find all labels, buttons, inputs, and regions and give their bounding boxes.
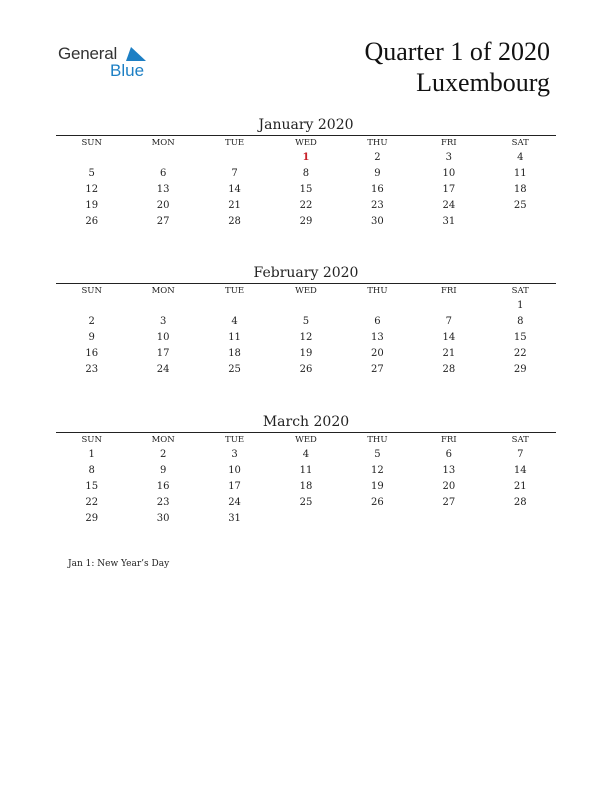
day-cell: 4 — [231, 316, 238, 328]
day-cell: 17 — [228, 480, 241, 492]
day-cell: 17 — [442, 183, 456, 195]
day-cell: 9 — [159, 465, 167, 477]
weekday-header-row — [56, 136, 556, 150]
day-cell: 27 — [156, 215, 170, 227]
empty-day-cell — [199, 150, 270, 166]
week-row — [56, 345, 556, 361]
day-cell: 15 — [513, 331, 527, 343]
week-row — [56, 166, 556, 182]
day-cell: 25 — [228, 363, 241, 375]
calendar-grid — [56, 136, 556, 229]
day-cell: 27 — [371, 363, 384, 375]
day-cell: 16 — [156, 480, 170, 492]
day-cell: 4 — [517, 152, 524, 164]
day-cell: 21 — [513, 480, 527, 492]
weekday-header-row — [56, 284, 556, 298]
day-cell: 22 — [85, 496, 99, 508]
weekday-mon: MON — [151, 138, 175, 148]
weekday-fri: FRI — [440, 138, 457, 148]
day-cell: 28 — [228, 215, 241, 227]
day-cell: 19 — [371, 480, 384, 492]
weekday-wed: WED — [295, 435, 317, 445]
day-cell: 8 — [517, 316, 524, 328]
day-cell: 23 — [85, 363, 99, 375]
day-cell: 29 — [513, 363, 527, 375]
day-cell: 28 — [442, 363, 456, 375]
day-cell: 7 — [231, 168, 238, 180]
weekday-mon: MON — [151, 286, 175, 296]
day-cell: 26 — [299, 363, 313, 375]
day-cell: 24 — [228, 496, 241, 508]
calendar-grid — [56, 284, 556, 377]
day-cell: 10 — [228, 465, 241, 477]
day-cell: 9 — [88, 331, 95, 343]
month-title: February 2020 — [253, 265, 359, 281]
weekday-thu: THU — [367, 286, 388, 296]
weekday-mon: MON — [151, 435, 175, 445]
day-cell: 29 — [299, 215, 313, 227]
empty-day-cell — [127, 298, 198, 314]
day-cell: 24 — [442, 199, 456, 211]
day-cell: 10 — [442, 168, 456, 180]
holiday-day-cell: 1 — [302, 152, 310, 164]
day-cell: 14 — [228, 183, 241, 195]
day-cell: 24 — [156, 363, 170, 375]
weekday-sat: SAT — [511, 286, 529, 296]
day-cell: 14 — [513, 465, 527, 477]
day-cell: 13 — [156, 183, 170, 195]
day-cell: 20 — [442, 480, 456, 492]
day-cell: 25 — [513, 199, 527, 211]
day-cell: 12 — [371, 465, 384, 477]
empty-day-cell — [56, 150, 127, 166]
week-row — [56, 298, 556, 314]
week-row — [56, 330, 556, 346]
day-cell: 1 — [88, 449, 95, 461]
day-cell: 8 — [88, 465, 95, 477]
day-cell: 22 — [513, 347, 527, 359]
week-row — [56, 510, 556, 526]
weekday-thu: THU — [367, 435, 388, 445]
weekday-sat: SAT — [511, 138, 529, 148]
day-cell: 16 — [85, 347, 99, 359]
weekday-sat: SAT — [511, 435, 529, 445]
day-cell: 18 — [299, 480, 313, 492]
week-row — [56, 479, 556, 495]
week-row — [56, 463, 556, 479]
day-cell: 17 — [156, 347, 170, 359]
day-cell: 15 — [85, 480, 99, 492]
brand-logo — [58, 44, 158, 84]
day-cell: 3 — [231, 449, 238, 461]
empty-day-cell — [485, 510, 556, 526]
month-march — [56, 412, 556, 526]
empty-day-cell — [342, 510, 413, 526]
day-cell: 27 — [442, 496, 456, 508]
week-row — [56, 213, 556, 229]
weekday-thu: THU — [367, 138, 388, 148]
week-row — [56, 447, 556, 463]
day-cell: 11 — [513, 168, 527, 180]
day-cell: 31 — [228, 512, 241, 524]
day-cell: 7 — [517, 449, 524, 461]
weekday-sun: SUN — [81, 138, 102, 148]
logo-word-blue: Blue — [110, 61, 145, 80]
empty-day-cell — [56, 298, 127, 314]
day-cell: 6 — [374, 316, 381, 328]
day-cell: 2 — [159, 449, 167, 461]
day-cell: 10 — [156, 331, 170, 343]
country-title: Luxembourg — [416, 68, 550, 97]
day-cell: 22 — [299, 199, 313, 211]
day-cell: 14 — [442, 331, 456, 343]
weekday-header-row — [56, 433, 556, 447]
day-cell: 7 — [445, 316, 452, 328]
logo-triangle-icon — [126, 47, 146, 61]
day-cell: 16 — [371, 183, 384, 195]
logo-word-general: General — [58, 44, 118, 63]
weekday-tue: TUE — [225, 286, 245, 296]
empty-day-cell — [413, 298, 484, 314]
empty-day-cell — [270, 510, 341, 526]
day-cell: 9 — [374, 168, 381, 180]
day-cell: 28 — [513, 496, 527, 508]
day-cell: 6 — [445, 449, 452, 461]
week-row — [56, 494, 556, 510]
holiday-note: Jan 1: New Year’s Day — [68, 559, 170, 569]
day-cell: 2 — [88, 316, 95, 328]
week-row — [56, 150, 556, 166]
weekday-fri: FRI — [440, 435, 457, 445]
day-cell: 19 — [299, 347, 313, 359]
empty-day-cell — [342, 298, 413, 314]
calendar-grid — [56, 433, 556, 526]
day-cell: 26 — [85, 215, 99, 227]
day-cell: 6 — [159, 168, 167, 180]
day-cell: 5 — [302, 316, 310, 328]
month-title: March 2020 — [262, 414, 350, 430]
day-cell: 15 — [299, 183, 313, 195]
day-cell: 5 — [88, 168, 95, 180]
week-row — [56, 197, 556, 213]
day-cell: 23 — [156, 496, 170, 508]
day-cell: 11 — [228, 331, 241, 343]
day-cell: 3 — [445, 152, 452, 164]
day-cell: 19 — [85, 199, 99, 211]
day-cell: 20 — [156, 199, 170, 211]
day-cell: 12 — [85, 183, 99, 195]
day-cell: 1 — [517, 300, 524, 312]
weekday-sun: SUN — [81, 286, 102, 296]
day-cell: 8 — [302, 168, 310, 180]
quarter-title: Quarter 1 of 2020 — [364, 37, 550, 66]
day-cell: 25 — [299, 496, 313, 508]
day-cell: 31 — [442, 215, 456, 227]
day-cell: 5 — [374, 449, 381, 461]
weekday-fri: FRI — [440, 286, 457, 296]
page-title — [364, 36, 550, 98]
day-cell: 30 — [156, 512, 170, 524]
day-cell: 21 — [228, 199, 241, 211]
weekday-sun: SUN — [81, 435, 102, 445]
week-row — [56, 182, 556, 198]
weekday-wed: WED — [295, 138, 317, 148]
empty-day-cell — [199, 298, 270, 314]
weekday-tue: TUE — [225, 138, 245, 148]
day-cell: 13 — [371, 331, 384, 343]
day-cell: 4 — [302, 449, 310, 461]
week-row — [56, 314, 556, 330]
day-cell: 3 — [159, 316, 167, 328]
weekday-wed: WED — [295, 286, 317, 296]
day-cell: 18 — [228, 347, 241, 359]
day-cell: 2 — [374, 152, 381, 164]
day-cell: 11 — [299, 465, 313, 477]
month-february — [56, 263, 556, 377]
weekday-tue: TUE — [225, 435, 245, 445]
day-cell: 21 — [442, 347, 456, 359]
day-cell: 18 — [513, 183, 527, 195]
day-cell: 23 — [371, 199, 384, 211]
day-cell: 30 — [371, 215, 384, 227]
day-cell: 12 — [299, 331, 313, 343]
empty-day-cell — [127, 150, 198, 166]
empty-day-cell — [413, 510, 484, 526]
week-row — [56, 361, 556, 377]
day-cell: 26 — [371, 496, 384, 508]
empty-day-cell — [270, 298, 341, 314]
month-january — [56, 115, 556, 229]
day-cell: 13 — [442, 465, 456, 477]
day-cell: 20 — [371, 347, 384, 359]
month-title: January 2020 — [258, 117, 354, 133]
empty-day-cell — [485, 213, 556, 229]
day-cell: 29 — [85, 512, 99, 524]
